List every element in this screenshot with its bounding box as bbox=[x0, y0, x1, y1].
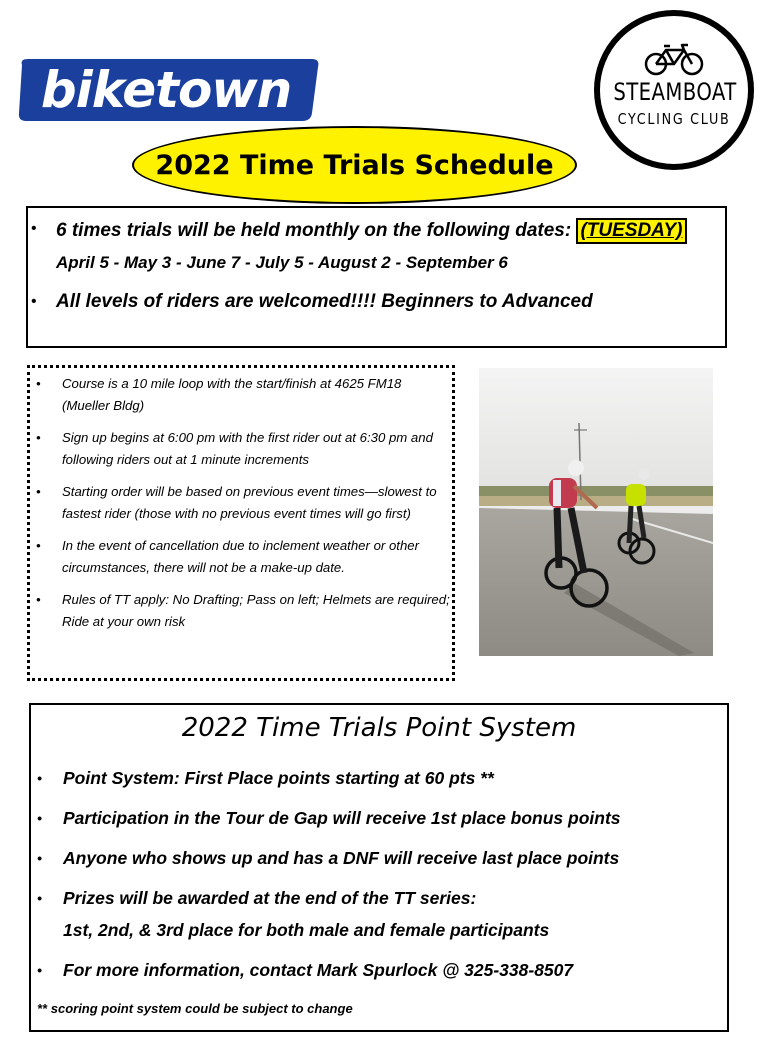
bullet-icon: • bbox=[37, 810, 42, 826]
club-subtitle: CYCLING CLUB bbox=[617, 110, 731, 128]
bullet-icon: • bbox=[31, 293, 37, 310]
schedule-box bbox=[26, 206, 727, 348]
rules-box bbox=[27, 365, 455, 681]
list-item: • In the event of cancellation due to inclement weather or other circumstances, there will not be a make-up date. bbox=[36, 535, 452, 579]
steamboat-cycling-club-logo bbox=[594, 10, 754, 170]
list-item: • Sign up begins at 6:00 pm with the first rider out at 6:30 pm and following riders out at 1 minute increments bbox=[36, 427, 452, 471]
schedule-title-banner bbox=[132, 126, 577, 204]
biketown-logo bbox=[16, 55, 320, 125]
svg-text:biketown: biketown bbox=[40, 61, 292, 119]
point-system-box bbox=[29, 703, 729, 1032]
bullet-icon: • bbox=[36, 430, 41, 445]
tuesday-badge: (TUESDAY) bbox=[576, 218, 686, 244]
schedule-line-dates-intro: • 6 times trials will be held monthly on the following dates: (TUESDAY) bbox=[56, 218, 687, 244]
bullet-icon: • bbox=[36, 592, 41, 607]
schedule-line-levels: • All levels of riders are welcomed!!!! Beginners to Advanced bbox=[31, 291, 593, 312]
point-line-4-continued: 1st, 2nd, & 3rd place for both male and female participants bbox=[63, 920, 550, 940]
bullet-icon: • bbox=[31, 220, 37, 237]
point-line-1: • Point System: First Place points starting at 60 pts ** bbox=[37, 768, 494, 788]
footnote: ** scoring point system could be subject to change bbox=[37, 1001, 353, 1016]
point-line-3: • Anyone who shows up and has a DNF will receive last place points bbox=[37, 848, 620, 868]
bullet-icon: • bbox=[36, 376, 41, 391]
point-line-2: • Participation in the Tour de Gap will receive 1st place bonus points bbox=[37, 808, 621, 828]
point-line-5: • For more information, contact Mark Spurlock @ 325-338-8507 bbox=[37, 960, 574, 980]
bullet-icon: • bbox=[36, 484, 41, 499]
list-item: • Rules of TT apply: No Drafting; Pass on left; Helmets are required; Ride at your own risk bbox=[36, 589, 452, 633]
list-item: • Starting order will be based on previous event times—slowest to fastest rider (those with no previous event times will go first) bbox=[36, 481, 452, 525]
schedule-title: 2022 Time Trials Schedule bbox=[155, 149, 554, 181]
cyclists-photo bbox=[479, 368, 713, 656]
bullet-icon: • bbox=[37, 962, 42, 978]
bullet-icon: • bbox=[36, 538, 41, 553]
bicycle-icon bbox=[644, 42, 704, 76]
list-item: • Course is a 10 mile loop with the start/finish at 4625 FM18 (Mueller Bldg) bbox=[36, 373, 452, 417]
schedule-dates: April 5 - May 3 - June 7 - July 5 - August 2 - September 6 bbox=[56, 253, 508, 272]
club-name: STEAMBOAT bbox=[613, 78, 737, 106]
bullet-icon: • bbox=[37, 890, 42, 906]
point-line-4: • Prizes will be awarded at the end of the TT series: bbox=[37, 888, 477, 908]
bullet-icon: • bbox=[37, 850, 42, 866]
bullet-icon: • bbox=[37, 770, 42, 786]
point-system-title: 2022 Time Trials Point System bbox=[181, 713, 577, 743]
